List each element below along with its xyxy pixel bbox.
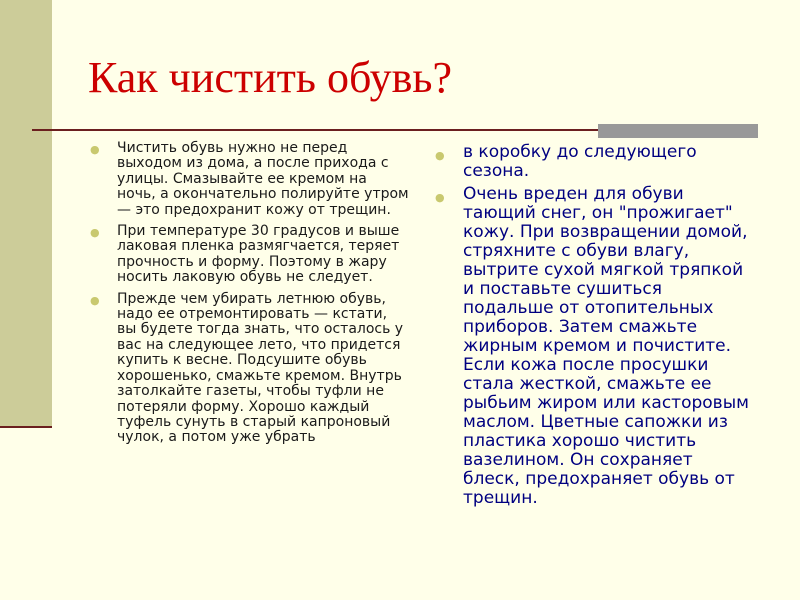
- bullet-icon: ●: [90, 293, 100, 307]
- bullet-item: [435, 185, 753, 508]
- bullet-item: [435, 143, 753, 181]
- bullet-text: в коробку до следующего сезона.: [463, 142, 697, 181]
- decorative-side-bar: [0, 0, 52, 428]
- bullet-icon: ●: [435, 149, 445, 162]
- bullet-icon: ●: [90, 226, 100, 240]
- decorative-side-underline: [0, 426, 52, 428]
- bullet-text: Чистить обувь нужно не перед выходом из дома, а после прихода с улицы. Смазывайте ее кремом на ночь, а окончательно полируйте утром — это предохранит кожу от трещин.: [117, 140, 409, 218]
- bullet-icon: ●: [435, 191, 445, 204]
- right-bullet-list: [435, 143, 753, 512]
- bullet-icon: ●: [90, 143, 100, 156]
- bullet-text: Очень вреден для обуви тающий снег, он "прожигает" кожу. При возвращении домой, стряхните с обуви влагу, вытрите сухой мягкой тряпкой и поставьте сушиться подальше от отопительных приборов. Затем смажьте жирным кремом и почистите. Если кожа после просушки стала жесткой, смажьте ее рыбьим жиром или касторовым маслом. Цветные сапожки из пластика хорошо чистить вазелином. Он сохраняет блеск, предохраняет обувь от трещин.: [463, 184, 749, 508]
- bullet-item: [90, 292, 410, 446]
- bullet-text: При температуре 30 градусов и выше лаковая пленка размягчается, теряет прочность и форму. Поэтому в жару носить лаковую обувь не следует.: [117, 223, 400, 286]
- divider-accent-box: [598, 124, 758, 138]
- left-bullet-list: [90, 141, 410, 452]
- bullet-item: [90, 141, 410, 218]
- bullet-text: Прежде чем убирать летнюю обувь, надо ее отремонтировать — кстати, вы будете тогда знать, что осталось у вас на следующее лето, что придется купить к весне. Подсушите обувь хорошенько, смажьте кремом. Внутрь затолкайте газеты, чтобы туфли не потеряли форму. Хорошо каждый туфель сунуть в старый капроновый чулок, а потом уже убрать: [117, 290, 404, 446]
- bullet-item: [90, 224, 410, 286]
- slide-title: Как чистить обувь?: [88, 53, 453, 102]
